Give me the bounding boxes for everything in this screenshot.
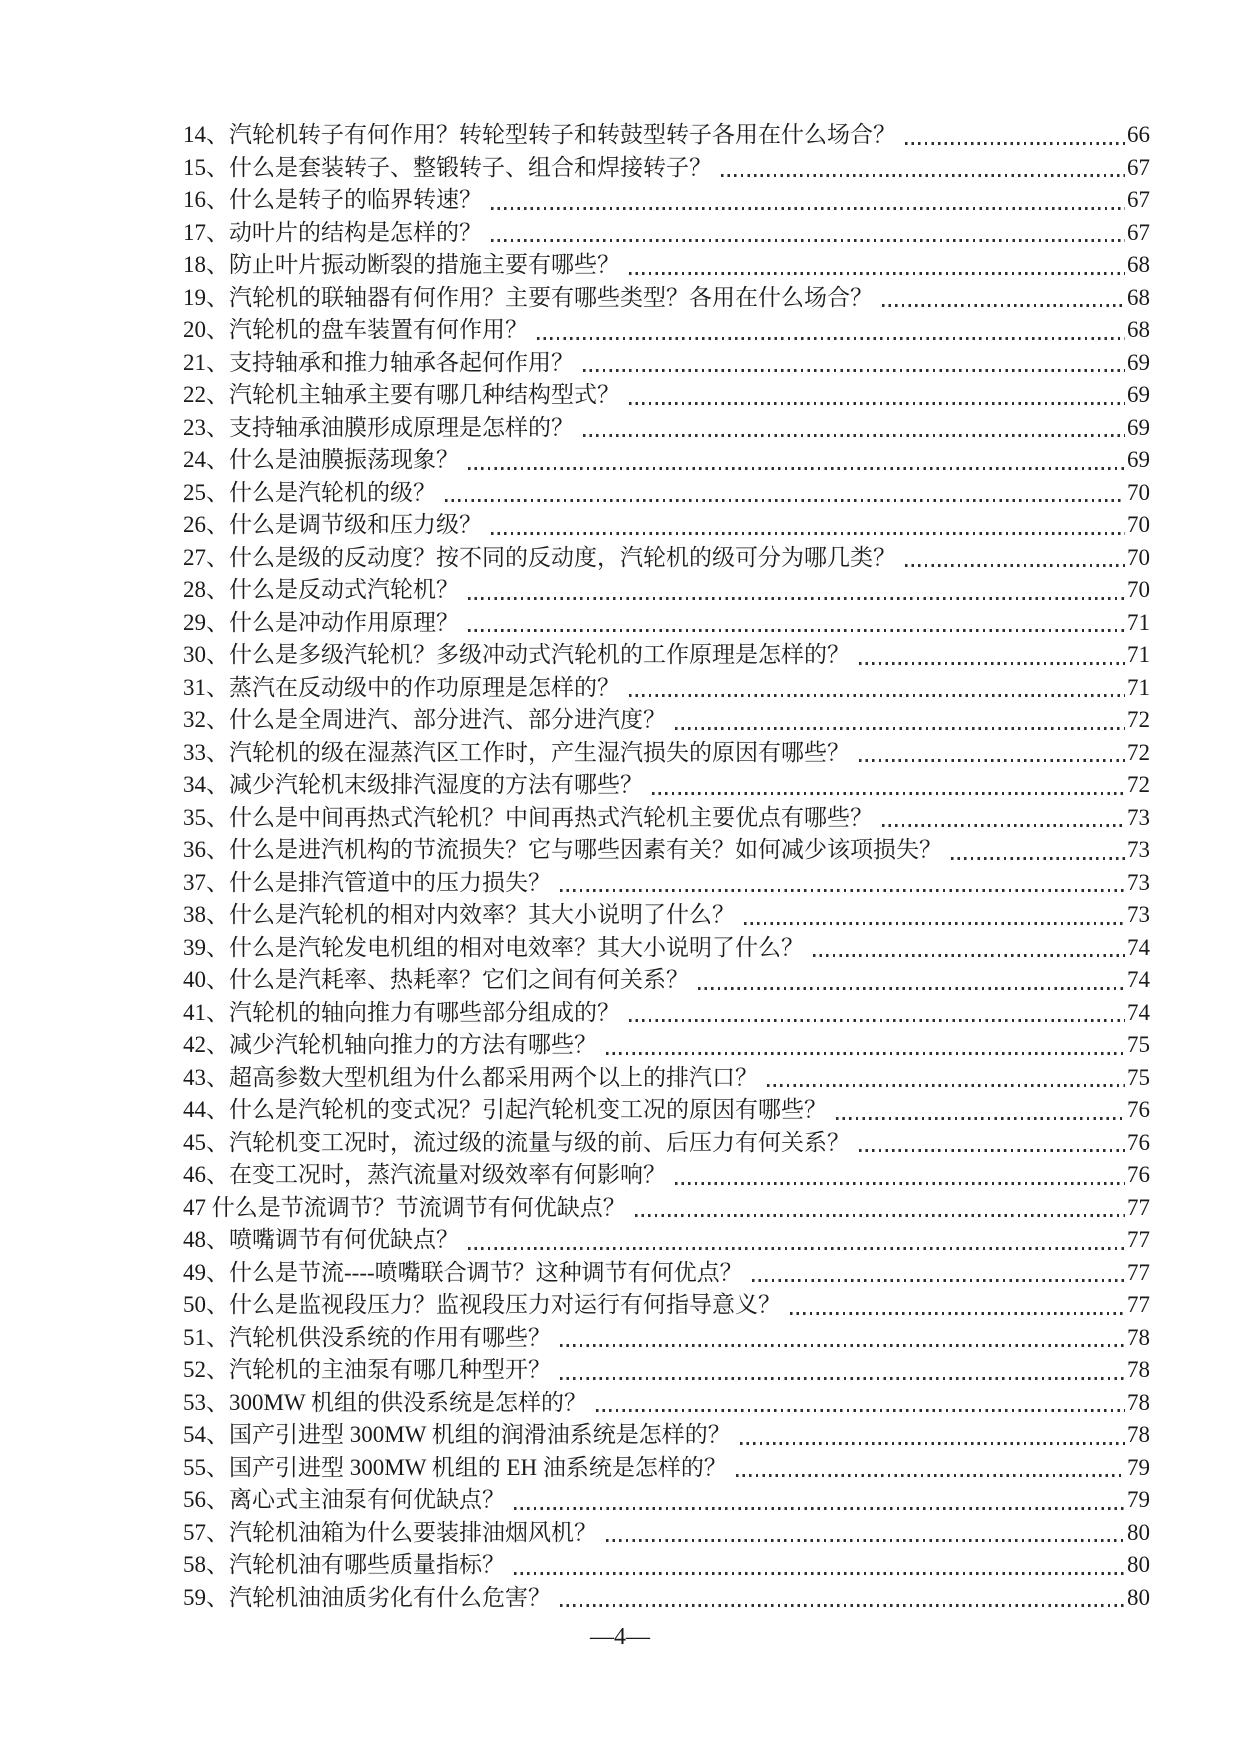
entry-title: 支持轴承和推力轴承各起何作用？ <box>229 349 574 375</box>
dot-leader <box>836 1117 1125 1120</box>
entry-number: 43、 <box>183 1064 229 1090</box>
dot-leader <box>560 1377 1125 1380</box>
entry-page-number: 80 <box>1127 1584 1150 1610</box>
entry-page-number: 67 <box>1127 187 1150 212</box>
toc-entry <box>183 1224 1150 1257</box>
dot-leader <box>468 597 1125 600</box>
entry-page-number: 70 <box>1127 577 1150 602</box>
entry-page-number: 76 <box>1127 1097 1150 1122</box>
entry-title: 什么是中间再热式汽轮机？中间再热式汽轮机主要优点有哪些？ <box>229 804 873 830</box>
toc-entry <box>183 899 1150 932</box>
dot-leader <box>491 532 1125 535</box>
dot-leader <box>514 1507 1125 1510</box>
toc-entry <box>183 152 1150 185</box>
dot-leader <box>859 1149 1125 1152</box>
entry-page-number: 67 <box>1127 219 1150 245</box>
entry-title: 汽轮机转子有何作用？转轮型转子和转鼓型转子各用在什么场合？ <box>229 122 896 147</box>
toc-entry <box>183 412 1150 445</box>
entry-page-number: 68 <box>1127 252 1150 277</box>
entry-page-number: 66 <box>1127 122 1150 147</box>
entry-page-number: 76 <box>1127 1162 1150 1187</box>
entry-title: 什么是反动式汽轮机？ <box>229 577 459 602</box>
dot-leader <box>951 857 1125 860</box>
toc-entry <box>183 1517 1150 1550</box>
dot-leader <box>859 759 1125 762</box>
entry-page-number: 76 <box>1127 1129 1150 1155</box>
entry-title: 什么是套装转子、整锻转子、组合和焊接转子？ <box>229 154 712 180</box>
entry-title: 什么是汽轮机的相对内效率？其大小说明了什么？ <box>229 902 735 927</box>
entry-page-number: 78 <box>1127 1357 1150 1382</box>
entry-page-number: 70 <box>1127 544 1150 570</box>
toc-entry <box>183 737 1150 770</box>
entry-title: 汽轮机主轴承主要有哪几种结构型式？ <box>229 382 620 407</box>
dot-leader <box>905 142 1125 145</box>
entry-title: 离心式主油泵有何优缺点？ <box>229 1487 505 1512</box>
entry-page-number: 78 <box>1127 1422 1150 1447</box>
dot-leader <box>606 1539 1125 1542</box>
entry-number: 30、 <box>183 642 229 667</box>
entry-page-number: 77 <box>1127 1194 1150 1220</box>
dot-leader <box>813 954 1125 957</box>
dot-leader <box>629 402 1125 405</box>
entry-title: 汽轮机供没系统的作用有哪些？ <box>229 1324 551 1350</box>
toc-entry <box>183 1484 1150 1517</box>
entry-title: 在变工况时，蒸汽流量对级效率有何影响？ <box>229 1162 666 1187</box>
page-number-footer: —4— <box>590 1624 650 1650</box>
entry-title: 汽轮机的主油泵有哪几种型开？ <box>229 1357 551 1382</box>
entry-number: 26、 <box>183 512 229 537</box>
toc-entry <box>183 1354 1150 1387</box>
entry-title: 什么是油膜振荡现象？ <box>229 447 459 472</box>
entry-number: 32、 <box>183 707 229 732</box>
entry-number: 59、 <box>183 1584 229 1610</box>
entry-title: 汽轮机的盘车装置有何作用？ <box>229 317 528 342</box>
entry-title: 减少汽轮机末级排汽湿度的方法有哪些？ <box>229 772 643 797</box>
toc-entry <box>183 314 1150 347</box>
entry-number: 39、 <box>183 934 229 960</box>
entry-title: 什么是级的反动度？按不同的反动度，汽轮机的级可分为哪几类？ <box>229 544 896 570</box>
entry-page-number: 78 <box>1127 1389 1150 1415</box>
entry-number: 41、 <box>183 999 229 1025</box>
toc-entry <box>183 509 1150 542</box>
dot-leader <box>491 207 1125 210</box>
entry-title: 什么是汽轮机的级？ <box>229 479 436 505</box>
dot-leader <box>652 792 1125 795</box>
entry-number: 42、 <box>183 1032 229 1057</box>
toc-entry <box>183 477 1150 510</box>
entry-page-number: 69 <box>1127 447 1150 472</box>
toc-entry <box>183 932 1150 965</box>
entry-number: 47 <box>183 1194 212 1220</box>
entry-number: 48、 <box>183 1227 229 1252</box>
entry-number: 37、 <box>183 869 229 895</box>
entry-page-number: 70 <box>1127 512 1150 537</box>
entry-page-number: 75 <box>1127 1064 1150 1090</box>
entry-number: 38、 <box>183 902 229 927</box>
entry-number: 40、 <box>183 967 229 992</box>
entry-title: 什么是监视段压力？监视段压力对运行有何指导意义？ <box>229 1292 781 1317</box>
entry-number: 15、 <box>183 154 229 180</box>
entry-number: 54、 <box>183 1422 229 1447</box>
entry-number: 36、 <box>183 837 229 862</box>
entry-title: 支持轴承油膜形成原理是怎样的？ <box>229 414 574 440</box>
entry-page-number: 73 <box>1127 837 1150 862</box>
dot-leader <box>468 467 1125 470</box>
entry-page-number: 69 <box>1127 382 1150 407</box>
entry-number: 44、 <box>183 1097 229 1122</box>
dot-leader <box>537 337 1125 340</box>
dot-leader <box>629 694 1125 697</box>
toc-entry <box>183 1549 1150 1582</box>
entry-page-number: 73 <box>1127 902 1150 927</box>
toc-entry <box>183 1192 1150 1225</box>
entry-title: 防止叶片振动断裂的措施主要有哪些？ <box>229 252 620 277</box>
toc-entry <box>183 997 1150 1030</box>
entry-title: 汽轮机变工况时，流过级的流量与级的前、后压力有何关系？ <box>229 1129 850 1155</box>
entry-title: 什么是节流----喷嘴联合调节？这种调节有何优点？ <box>229 1259 743 1285</box>
entry-number: 49、 <box>183 1259 229 1285</box>
entry-page-number: 68 <box>1127 317 1150 342</box>
entry-title: 什么是汽轮机的变式况？引起汽轮机变工况的原因有哪些？ <box>229 1097 827 1122</box>
dot-leader <box>596 1409 1125 1412</box>
toc-entry <box>183 834 1150 867</box>
entry-title: 什么是进汽机构的节流损失？它与哪些因素有关？如何减少该项损失？ <box>229 837 942 862</box>
entry-page-number: 74 <box>1127 934 1150 960</box>
entry-number: 51、 <box>183 1324 229 1350</box>
entry-number: 23、 <box>183 414 229 440</box>
entry-title: 什么是全周进汽、部分进汽、部分进汽度？ <box>229 707 666 732</box>
toc-entry <box>183 542 1150 575</box>
entry-number: 19、 <box>183 284 229 310</box>
dot-leader <box>606 1052 1125 1055</box>
dot-leader <box>859 662 1125 665</box>
entry-page-number: 70 <box>1127 479 1150 505</box>
entry-title: 减少汽轮机轴向推力的方法有哪些？ <box>229 1032 597 1057</box>
entry-number: 16、 <box>183 187 229 212</box>
entry-number: 29、 <box>183 609 229 635</box>
entry-number: 45、 <box>183 1129 229 1155</box>
toc-entry <box>183 444 1150 477</box>
dot-leader <box>905 564 1125 567</box>
dot-leader <box>468 629 1125 632</box>
toc-entry <box>183 249 1150 282</box>
dot-leader <box>635 1214 1125 1217</box>
toc-entry <box>183 607 1150 640</box>
entry-number: 14、 <box>183 122 229 147</box>
entry-title: 动叶片的结构是怎样的？ <box>229 219 482 245</box>
entry-title: 什么是节流调节？节流调节有何优缺点？ <box>211 1194 626 1220</box>
toc-entry <box>183 1322 1150 1355</box>
entry-number: 57、 <box>183 1519 229 1545</box>
dot-leader <box>560 1344 1125 1347</box>
toc-entry <box>183 769 1150 802</box>
entry-number: 24、 <box>183 447 229 472</box>
dot-leader <box>882 824 1125 827</box>
entry-number: 17、 <box>183 219 229 245</box>
dot-leader <box>560 1604 1125 1607</box>
toc-entry <box>183 1257 1150 1290</box>
dot-leader <box>790 1312 1125 1315</box>
toc-entry <box>183 1094 1150 1127</box>
entry-page-number: 72 <box>1127 739 1150 765</box>
page-footer <box>0 1619 1240 1655</box>
entry-page-number: 78 <box>1127 1324 1150 1350</box>
toc-entry <box>183 184 1150 217</box>
dot-leader <box>752 1279 1125 1282</box>
dot-leader <box>675 727 1125 730</box>
toc-entry <box>183 282 1150 315</box>
dot-leader <box>583 369 1125 372</box>
entry-title: 超高参数大型机组为什么都采用两个以上的排汽口？ <box>229 1064 758 1090</box>
entry-page-number: 79 <box>1127 1454 1150 1480</box>
dot-leader <box>744 922 1125 925</box>
dot-leader <box>468 1247 1125 1250</box>
toc-entry <box>183 802 1150 835</box>
entry-page-number: 69 <box>1127 349 1150 375</box>
entry-title: 喷嘴调节有何优缺点？ <box>229 1227 459 1252</box>
toc-entry <box>183 217 1150 250</box>
toc-entry <box>183 672 1150 705</box>
toc-entry <box>183 1387 1150 1420</box>
entry-number: 22、 <box>183 382 229 407</box>
toc-entry <box>183 639 1150 672</box>
entry-number: 46、 <box>183 1162 229 1187</box>
dot-leader <box>767 1084 1125 1087</box>
entry-page-number: 71 <box>1127 609 1150 635</box>
entry-title: 汽轮机的级在湿蒸汽区工作时，产生湿汽损失的原因有哪些？ <box>229 739 850 765</box>
dot-leader <box>740 1442 1125 1445</box>
toc-entry <box>183 1062 1150 1095</box>
toc-entry <box>183 574 1150 607</box>
entry-number: 53、 <box>183 1389 229 1415</box>
entry-page-number: 72 <box>1127 772 1150 797</box>
toc-entry <box>183 1452 1150 1485</box>
dot-leader <box>675 1182 1125 1185</box>
dot-leader <box>445 499 1125 502</box>
toc-entry <box>183 964 1150 997</box>
entry-title: 蒸汽在反动级中的作功原理是怎样的？ <box>229 674 620 700</box>
toc-entry <box>183 119 1150 152</box>
entry-title: 什么是多级汽轮机？多级冲动式汽轮机的工作原理是怎样的？ <box>229 642 850 667</box>
toc-entry <box>183 379 1150 412</box>
entry-page-number: 80 <box>1127 1552 1150 1577</box>
entry-number: 33、 <box>183 739 229 765</box>
entry-title: 什么是转子的临界转速？ <box>229 187 482 212</box>
entry-page-number: 74 <box>1127 999 1150 1025</box>
entry-number: 27、 <box>183 544 229 570</box>
entry-number: 25、 <box>183 479 229 505</box>
entry-title: 什么是汽耗率、热耗率？它们之间有何关系？ <box>229 967 689 992</box>
toc-list <box>183 119 1150 1614</box>
dot-leader <box>698 987 1125 990</box>
entry-page-number: 77 <box>1127 1292 1150 1317</box>
entry-page-number: 79 <box>1127 1487 1150 1512</box>
entry-number: 58、 <box>183 1552 229 1577</box>
toc-entry <box>183 347 1150 380</box>
entry-page-number: 72 <box>1127 707 1150 732</box>
entry-title: 什么是排汽管道中的压力损失？ <box>229 869 551 895</box>
entry-page-number: 69 <box>1127 414 1150 440</box>
entry-page-number: 68 <box>1127 284 1150 310</box>
entry-number: 34、 <box>183 772 229 797</box>
entry-page-number: 67 <box>1127 154 1150 180</box>
entry-page-number: 80 <box>1127 1519 1150 1545</box>
dot-leader <box>721 174 1125 177</box>
toc-entry <box>183 1159 1150 1192</box>
entry-title: 300MW 机组的供没系统是怎样的？ <box>229 1389 587 1415</box>
entry-page-number: 75 <box>1127 1032 1150 1057</box>
entry-number: 50、 <box>183 1292 229 1317</box>
entry-number: 55、 <box>183 1454 229 1480</box>
entry-title: 什么是冲动作用原理？ <box>229 609 459 635</box>
toc-entry <box>183 704 1150 737</box>
dot-leader <box>560 889 1125 892</box>
toc-entry <box>183 1582 1150 1615</box>
dot-leader <box>629 272 1125 275</box>
entry-number: 21、 <box>183 349 229 375</box>
entry-number: 18、 <box>183 252 229 277</box>
toc-entry <box>183 1127 1150 1160</box>
entry-page-number: 74 <box>1127 967 1150 992</box>
entry-page-number: 71 <box>1127 674 1150 700</box>
toc-entry <box>183 1029 1150 1062</box>
entry-number: 28、 <box>183 577 229 602</box>
entry-title: 汽轮机油箱为什么要装排油烟风机？ <box>229 1519 597 1545</box>
entry-page-number: 73 <box>1127 869 1150 895</box>
entry-title: 什么是汽轮发电机组的相对电效率？其大小说明了什么？ <box>229 934 804 960</box>
dot-leader <box>736 1474 1125 1477</box>
entry-number: 31、 <box>183 674 229 700</box>
entry-title: 什么是调节级和压力级？ <box>229 512 482 537</box>
entry-title: 汽轮机油油质劣化有什么危害？ <box>229 1584 551 1610</box>
entry-title: 汽轮机油有哪些质量指标？ <box>229 1552 505 1577</box>
dot-leader <box>629 1019 1125 1022</box>
entry-title: 国产引进型 300MW 机组的 EH 油系统是怎样的？ <box>229 1454 727 1480</box>
entry-page-number: 73 <box>1127 804 1150 830</box>
dot-leader <box>514 1572 1125 1575</box>
toc-entry <box>183 1289 1150 1322</box>
entry-page-number: 71 <box>1127 642 1150 667</box>
entry-title: 汽轮机的轴向推力有哪些部分组成的？ <box>229 999 620 1025</box>
dot-leader <box>583 434 1125 437</box>
dot-leader <box>882 304 1125 307</box>
toc-entry <box>183 867 1150 900</box>
entry-title: 国产引进型 300MW 机组的润滑油系统是怎样的？ <box>229 1422 731 1447</box>
entry-page-number: 77 <box>1127 1227 1150 1252</box>
entry-title: 汽轮机的联轴器有何作用？主要有哪些类型？各用在什么场合？ <box>229 284 873 310</box>
entry-number: 52、 <box>183 1357 229 1382</box>
toc-entry <box>183 1419 1150 1452</box>
dot-leader <box>491 239 1125 242</box>
entry-number: 56、 <box>183 1487 229 1512</box>
entry-number: 20、 <box>183 317 229 342</box>
entry-page-number: 77 <box>1127 1259 1150 1285</box>
entry-number: 35、 <box>183 804 229 830</box>
